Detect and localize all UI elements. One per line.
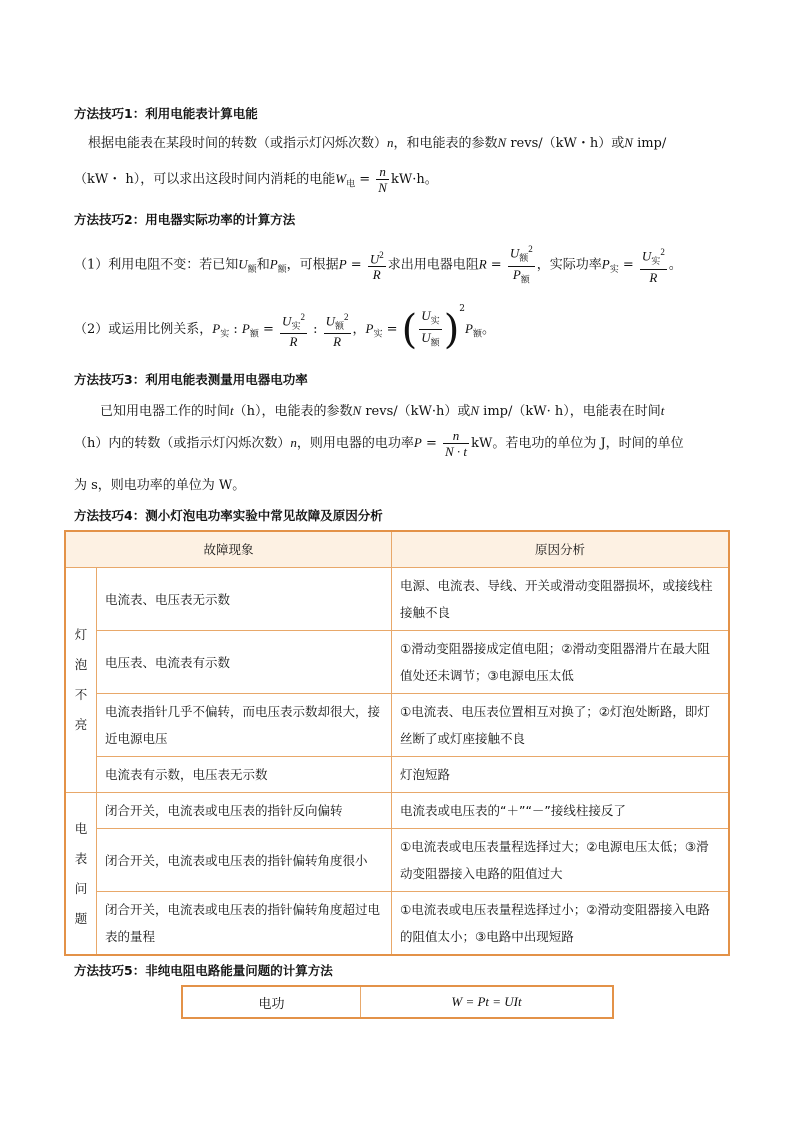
tip3-line3: 为 s，则电功率的单位为 W。: [74, 478, 246, 493]
table-row: [65, 757, 729, 793]
tip2-title: 方法技巧2：用电器实际功率的计算方法: [74, 212, 296, 227]
table-row: [65, 829, 729, 892]
table-row: [65, 568, 729, 631]
phenomenon-cell: 电压表、电流表有示数: [97, 631, 392, 694]
cause-cell: ①电流表或电压表量程选择过大；②电源电压太低；③滑动变阻器接入电路的阻值过大: [392, 829, 730, 892]
tip4-title: 方法技巧4：测小灯泡电功率实验中常见故障及原因分析: [74, 508, 383, 523]
category-meter-problem: 电表问题: [65, 793, 97, 956]
tip1-line1: 根据电能表在某段时间的转数（或指示灯闪烁次数）n，和电能表的参数N revs/（kW・h）或N imp/: [88, 135, 667, 151]
table-row: [182, 986, 613, 1018]
work-table: [181, 985, 614, 1019]
phenomenon-cell: 电流表有示数，电压表无示数: [97, 757, 392, 793]
table-row: [65, 892, 729, 956]
tip3-title: 方法技巧3：利用电能表测量用电器电功率: [74, 372, 308, 387]
cause-cell: ①滑动变阻器接成定值电阻；②滑动变阻器滑片在最大阻值处还未调节；③电源电压太低: [392, 631, 730, 694]
cause-cell: 电流表或电压表的“＋”“－”接线柱接反了: [392, 793, 730, 829]
tip1-title: 方法技巧1：利用电能表计算电能: [74, 106, 258, 121]
phenomenon-cell: 电流表、电压表无示数: [97, 568, 392, 631]
fault-table: [64, 530, 730, 956]
cause-cell: ①电流表、电压表位置相互对换了；②灯泡处断路，即灯丝断了或灯座接触不良: [392, 694, 730, 757]
table-row: [65, 631, 729, 694]
work-formula: W = Pt = UIt: [361, 986, 614, 1018]
work-label: 电功: [182, 986, 361, 1018]
table-header-row: [65, 531, 729, 568]
cause-cell: 灯泡短路: [392, 757, 730, 793]
header-phenomenon: 故障现象: [65, 531, 392, 568]
cause-cell: 电源、电流表、导线、开关或滑动变阻器损坏，或接线柱接触不良: [392, 568, 730, 631]
phenomenon-cell: 闭合开关，电流表或电压表的指针偏转角度超过电表的量程: [97, 892, 392, 956]
category-lamp-not-lit: 灯泡不亮: [65, 568, 97, 793]
tip2-line2: （2）或运用比例关系，$P_实$ : $P_额$ = $\frac{U_实^2}{R}$ : $\frac{U_额^2}{R}$ ，$P_实$ = ( $\frac{U_实}{U_额}$ )$^2P_额$。: [74, 304, 496, 353]
cause-cell: ①电流表或电压表量程选择过小；②滑动变阻器接入电路的阻值太小；③电路中出现短路: [392, 892, 730, 956]
tip1-line2: （kW・ h），可以求出这段时间内消耗的电能$W_电$ = $\frac{n}{N}$ kW·h。: [74, 164, 438, 195]
tip2-line1: （1）利用电阻不变：若已知$U_额$和$P_额$，可根据P = $\frac{U^2}{R}$ 求出用电器电阻R = $\frac{U_额^2}{P_额}$ ，实际功率$P_实$ = $\frac{U_实^2}{R}$ 。: [74, 244, 682, 285]
fraction-n-over-N: $\frac{n}{N}$: [378, 164, 387, 195]
tip3-line2: （h）内的转数（或指示灯闪烁次数）n，则用电器的电功率P = $\frac{n}{N \cdot t}$ kW。若电功的单位为 J，时间的单位: [74, 428, 684, 459]
phenomenon-cell: 闭合开关，电流表或电压表的指针反向偏转: [97, 793, 392, 829]
tip3-line1: 已知用电器工作的时间t（h），电能表的参数N revs/（kW·h）或N imp/（kW· h），电能表在时间t: [100, 403, 665, 419]
tip5-title: 方法技巧5：非纯电阻电路能量问题的计算方法: [74, 963, 333, 978]
phenomenon-cell: 电流表指针几乎不偏转，而电压表示数却很大，接近电源电压: [97, 694, 392, 757]
header-cause: 原因分析: [392, 531, 730, 568]
table-row: [65, 694, 729, 757]
table-row: [65, 793, 729, 829]
phenomenon-cell: 闭合开关，电流表或电压表的指针偏转角度很小: [97, 829, 392, 892]
